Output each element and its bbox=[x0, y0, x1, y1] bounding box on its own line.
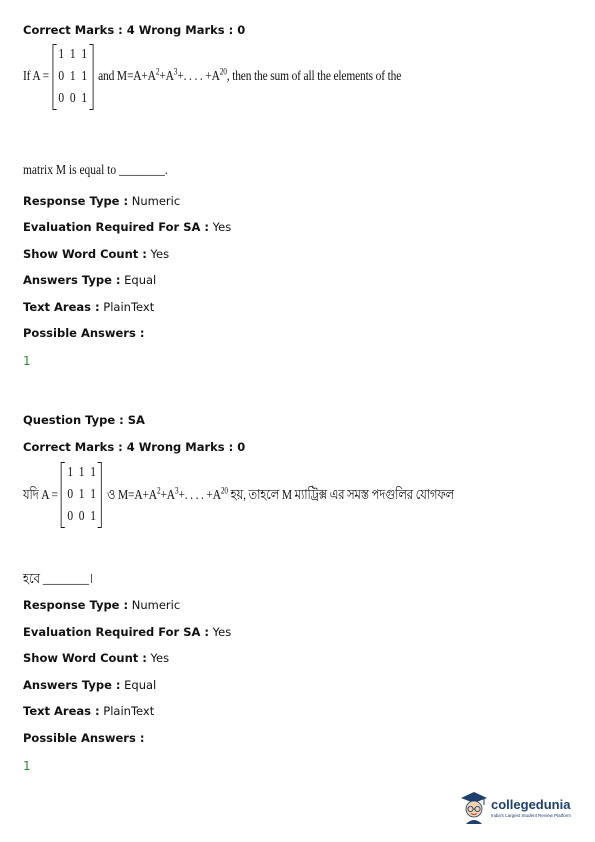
answer-value-2: 1 bbox=[23, 759, 31, 773]
matrix-cell: 1 bbox=[78, 465, 85, 480]
matrix-cell: 1 bbox=[90, 465, 96, 480]
matrix-cell: 0 bbox=[67, 509, 73, 524]
question-2-statement bbox=[23, 462, 454, 528]
text-areas-1: Text Areas : PlainText bbox=[23, 300, 155, 314]
matrix-cell: 1 bbox=[81, 91, 87, 106]
question-type-2: Question Type : SA bbox=[23, 413, 145, 427]
matrix-cell: 1 bbox=[78, 487, 85, 502]
matrix-cell: 0 bbox=[69, 91, 76, 106]
student-mascot-icon bbox=[460, 790, 488, 824]
correct-marks-1: Correct Marks : 4 Wrong Marks : 0 bbox=[23, 23, 246, 37]
matrix-cell: 1 bbox=[81, 47, 87, 62]
matrix-cell: 1 bbox=[90, 509, 96, 524]
matrix-a-1 bbox=[52, 44, 93, 110]
matrix-cell: 0 bbox=[78, 509, 85, 524]
logo-name: collegedunia bbox=[491, 796, 571, 812]
response-type-2: Response Type : Numeric bbox=[23, 598, 181, 612]
logo-tagline: India's Largest Student Review Platform bbox=[491, 812, 571, 818]
matrix-cell: 1 bbox=[58, 47, 64, 62]
show-word-count-2: Show Word Count : Yes bbox=[23, 651, 170, 665]
question-2-continuation: হবে ________। bbox=[23, 572, 93, 587]
evaluation-required-2: Evaluation Required For SA : Yes bbox=[23, 625, 232, 639]
matrix-cell: 1 bbox=[90, 487, 96, 502]
question-1-statement bbox=[23, 44, 401, 110]
response-type-1: Response Type : Numeric bbox=[23, 194, 181, 208]
matrix-cell: 1 bbox=[81, 69, 87, 84]
possible-answers-1: Possible Answers : bbox=[23, 326, 145, 340]
matrix-a-2 bbox=[61, 462, 102, 528]
question-1-continuation: matrix M is equal to ________. bbox=[23, 163, 168, 178]
question-1-prefix: If A = bbox=[23, 69, 49, 84]
matrix-cell: 1 bbox=[67, 465, 73, 480]
matrix-cell: 0 bbox=[58, 69, 64, 84]
collegedunia-logo bbox=[460, 790, 571, 824]
matrix-cell: 1 bbox=[69, 69, 76, 84]
evaluation-required-1: Evaluation Required For SA : Yes bbox=[23, 220, 232, 234]
question-1-expression: and $M=A+A^2+A^3+$. . . . $+A^{20}$, then the sum of all the elements of the bbox=[98, 66, 402, 84]
correct-marks-2: Correct Marks : 4 Wrong Marks : 0 bbox=[23, 440, 246, 454]
answers-type-2: Answers Type : Equal bbox=[23, 678, 157, 692]
answers-type-1: Answers Type : Equal bbox=[23, 273, 157, 287]
question-2-expression: ও $M=A+A^2+A^3+$. . . . $+A^{20}$ হয়, তাহলে M ম্যাট্রিক্স এর সমস্ত পদগুলির যোগফল bbox=[107, 485, 455, 503]
text-areas-2: Text Areas : PlainText bbox=[23, 704, 155, 718]
matrix-cell: 0 bbox=[67, 487, 73, 502]
answer-value-1: 1 bbox=[23, 354, 31, 368]
question-2-prefix: যদি A = bbox=[23, 488, 58, 503]
show-word-count-1: Show Word Count : Yes bbox=[23, 247, 170, 261]
matrix-cell: 1 bbox=[69, 47, 76, 62]
possible-answers-2: Possible Answers : bbox=[23, 731, 145, 745]
logo-text bbox=[491, 797, 571, 818]
matrix-cell: 0 bbox=[58, 91, 64, 106]
